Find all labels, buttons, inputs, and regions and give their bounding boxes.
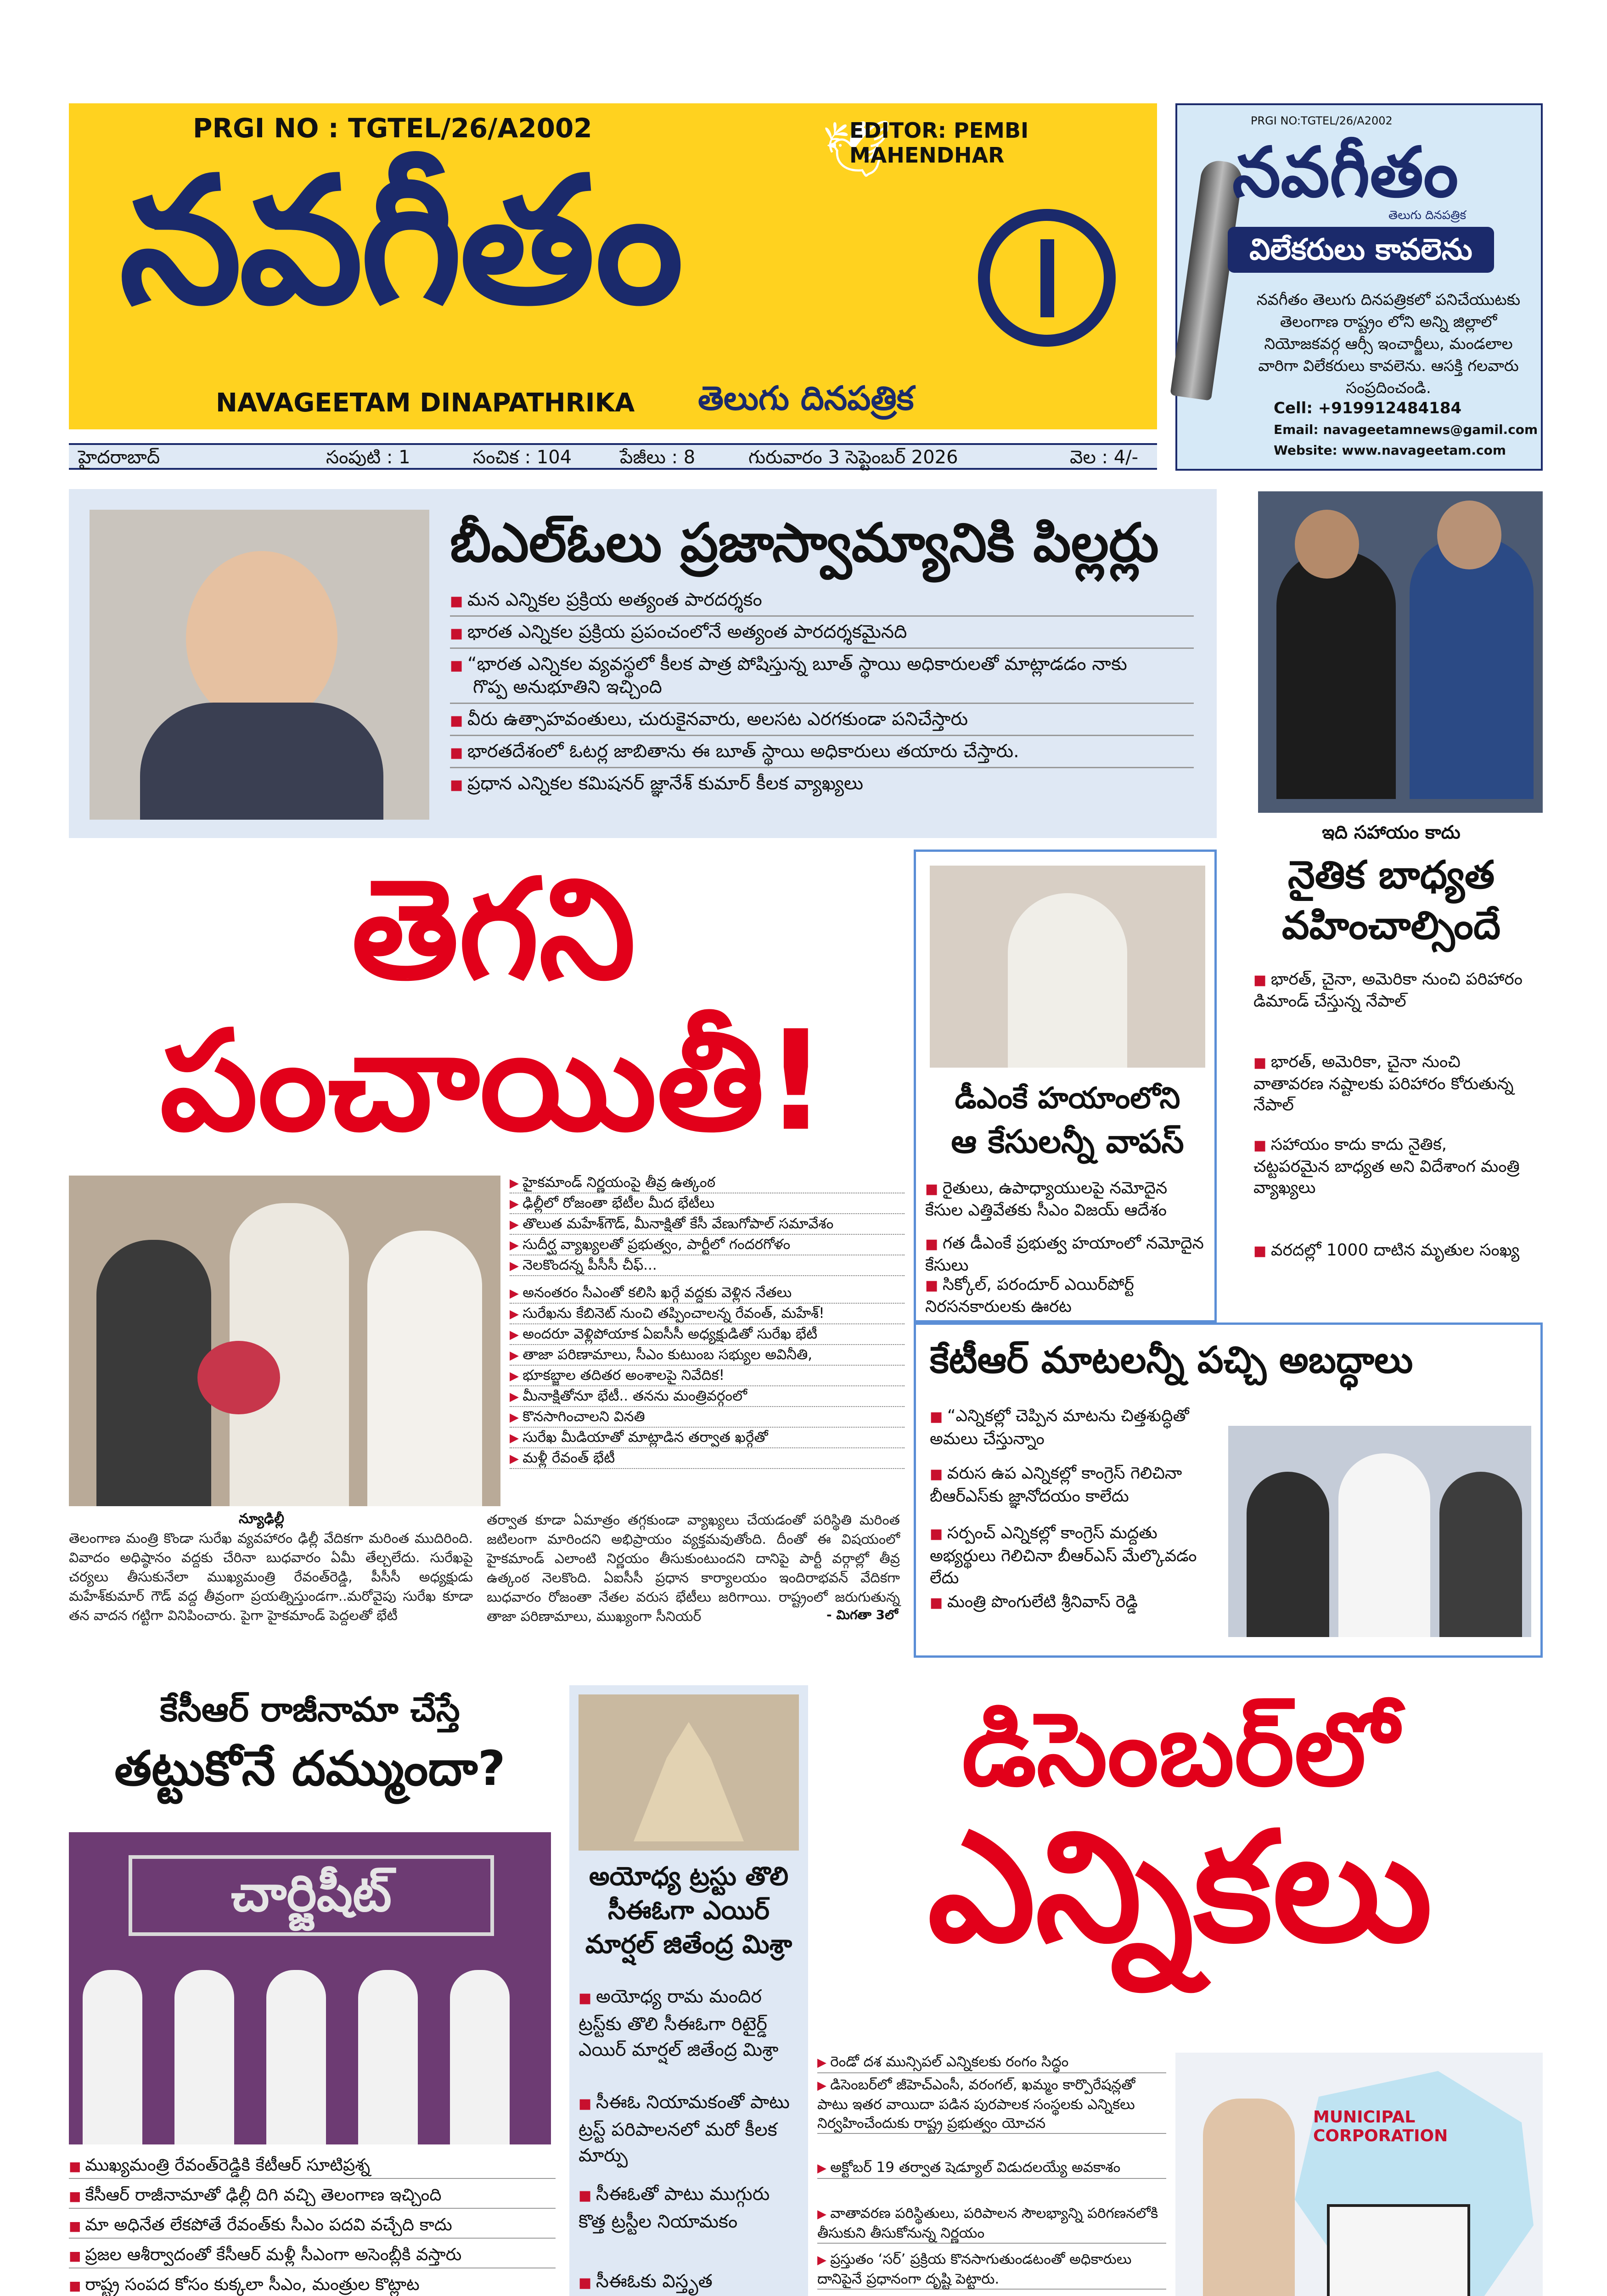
- ayodhya-headline: అయోధ్య ట్రస్టు తొలి సీఈఓగా ఎయిర్ మార్షల్ జితేంద్ర మిశ్రా: [585, 1862, 792, 1959]
- chargesheet-sign: చార్జిషీట్: [129, 1855, 494, 1936]
- elections-bullet: ▶ రెండో దశ మున్సిపల్ ఎన్నికలకు రంగం సిద్ధం: [817, 2053, 1166, 2073]
- nepal-bullet: ■ సహాయం కాదు కాదు నైతిక, చట్టపరమైన బాధ్యత అని విదేశాంగ మంత్రి వ్యాఖ్యలు: [1253, 1134, 1524, 1199]
- newspaper-logo: నవగీతం: [119, 139, 681, 343]
- ayodhya-bullet: ■ సీఈఓకు విస్తృత: [579, 2268, 794, 2296]
- side-bullet: ▶ ఢిల్లీలో రోజంతా భేటీల మీద భేటీలు: [510, 1194, 905, 1214]
- blo-bullet: ■ ప్రధాన ఎన్నికల కమిషనర్ జ్ఞానేశ్ కుమార్ కీలక వ్యాఖ్యలు: [450, 771, 863, 797]
- side-bullet: ▶ అందరూ వెళ్లిపోయాక ఏఐసీసీ అధ్యక్షుడితో సురేఖ భేటీ: [510, 1325, 905, 1345]
- handshake-photo: [1258, 491, 1543, 813]
- ktr-headline: కేటీఆర్ మాటలన్నీ పచ్చి అబద్ధాలు: [930, 1339, 1413, 1381]
- vijay-photo: [930, 866, 1205, 1068]
- ktr-bullet: ■ సర్పంచ్ ఎన్నికల్లో కాంగ్రెస్ మద్దతు అభ్యర్థులు గెలిచినా బీఆర్ఎస్ మేల్కొవడం లేదు: [930, 1522, 1224, 1589]
- kcr-headline-2: తట్టుకోనే దమ్ముందా?: [114, 1740, 506, 1796]
- nepal-kicker: ఇది సహాయం కాదు: [1322, 822, 1461, 843]
- elections-bullet: ▶ డిసెంబర్‌లో జీహెచ్ఎంసీ, వరంగల్, ఖమ్మం కార్పొరేషన్లతో పాటు ఇతర వాయిదా పడిన పురపాలక సంస్థలకు ఎన్నికలు నిర్వహించేందుకు రాష్ట్ర ప్రభుత్వం యోచన: [817, 2076, 1166, 2134]
- tagline: తెలుగు దినపత్రిక: [698, 379, 914, 417]
- side-bullet: ▶ మళ్లీ రేవంత్ భేటీ: [510, 1449, 905, 1469]
- price: వెల : 4/-: [1070, 447, 1139, 468]
- ad-cell: Cell: +919912484184: [1274, 399, 1462, 417]
- nepal-headline-1: నైతిక బాధ్యత: [1287, 852, 1495, 897]
- issue-number: సంచిక : 104: [473, 447, 572, 468]
- story-body-right: తర్వాత కూడా ఏమాత్రం తగ్గకుండా వ్యాఖ్యలు చేయడంతో పరిస్థితి మరింత జటిలంగా మారిందని అభిప్రాయం వ్యక్తమవుతోంది. దీంతో ఈ విషయంలో హైకమాండ్ ఎలాంటి నిర్ణయం తీసుకుంటుందని దానిపై పార్టీ వర్గాల్లో తీవ్ర ఉత్కంఠ నెలకొంది. ఏఐసీసీ ప్రధాన కార్యాలయం ఇందిరాభవన్ వేదికగా బుధవారం రోజంతా నేతల వరుస భేటీలు జరిగాయి. రాష్ట్రంలో జరుగుతున్న తాజా పరిణామాలు, ముఖ్యంగా సీనియర్: [487, 1512, 900, 1625]
- kcr-headline-1: కేసీఆర్ రాజీనామా చేస్తే: [160, 1690, 460, 1729]
- nepal-bullet: ■ వరదల్లో 1000 దాటిన మృతుల సంఖ్య: [1253, 1240, 1524, 1262]
- cec-photo: [90, 510, 429, 820]
- side-bullet: ▶ సురేఖను కేబినెట్ నుంచి తప్పించాలన్న రేవంత్, మహేశ్!: [510, 1304, 905, 1324]
- ktr-bullet: ■ “ఎన్నికల్లో చెప్పిన మాటను చిత్తశుద్ధితో అమలు చేస్తున్నాం: [930, 1405, 1224, 1450]
- english-name: NAVAGEETAM DINAPATHRIKA: [216, 388, 635, 418]
- editor-name: EDITOR: PEMBI MAHENDHAR: [849, 118, 1029, 168]
- story-body-left: తెలంగాణ మంత్రి కొండా సురేఖ వ్యవహారం ఢిల్లీ వేదికగా మరింత ముదిరింది. వివాదం అధిష్ఠానం వద్దకు చేరినా బుధవారం ఏమీ తేల్చలేదు. సురేఖపై చర్యలు తీసుకునేలా ముఖ్యమంత్రి రేవంత్‌రెడ్డి, పీసీసీ అధ్యక్షుడు మహేశ్‌కుమార్ గౌడ్ వద్ద తీవ్రంగా ప్రయత్నిస్తుండగా..మరోవైపు సురేఖ కూడా తన వాదన గట్టిగా వినిపించారు. పైగా హైకమాండ్ పెద్దలతో భేటీ: [69, 1531, 473, 1624]
- ayodhya-bullet: ■ సీఈఓ నియామకంతో పాటు ట్రస్ట్ పరిపాలనలో మరో కీలక మార్పు: [579, 2089, 794, 2168]
- side-bullet: ▶ నెలకొందన్న పీసీసీ చీఫ్...: [510, 1256, 905, 1276]
- blo-bullet: ■ మన ఎన్నికల ప్రక్రియ అత్యంత పారదర్శకం: [450, 588, 762, 613]
- elections-bullet: ▶ ప్రస్తుతం ‘సర్’ ప్రక్రియ కొనసాగుతుండటంతో అధికారులు దానిపైనే ప్రధానంగా దృష్టి పెట్టారు.: [817, 2250, 1166, 2290]
- municipal-election-photo: [1175, 2053, 1543, 2296]
- volume: సంపుటి : 1: [326, 447, 410, 468]
- kcr-bullet: ■ మా అధినేత లేకపోతే రేవంత్‌కు సీఎం పదవి వచ్చేది కాదు: [69, 2213, 556, 2239]
- ad-reporters-wanted: విలేకరులు కావలెను: [1228, 227, 1494, 273]
- dmk-story: [914, 850, 1217, 1322]
- blo-bullet: ■ “భారత ఎన్నికల వ్యవస్థలో కీలక పాత్ర పోషిస్తున్న బూత్ స్థాయి అధికారులతో మాట్లాడడం నాకు: [450, 652, 1127, 678]
- dmk-bullet: ■ సిక్కోల్, పరందూర్ ఎయిర్‌పోర్ట్ నిరసనకారులకు ఊరట: [925, 1274, 1210, 1317]
- ad-tagline: తెలుగు దినపత్రిక: [1388, 208, 1467, 222]
- side-bullet: ▶ సురేఖ మీడియాతో మాట్లాడిన తర్వాత ఖర్గేతో: [510, 1428, 905, 1448]
- city: హైదరాబాద్: [78, 447, 160, 468]
- ram-temple-photo: [579, 1694, 799, 1851]
- dmk-headline-1: డీఎంకే హయాంలోని: [955, 1081, 1180, 1115]
- kcr-bullet: ■ కేసీఆర్ రాజీనామాతో ఢిల్లీ దిగి వచ్చి తెలంగాణ ఇచ్చింది: [69, 2183, 556, 2209]
- dateline: న్యూఢిల్లీ: [239, 1511, 285, 1527]
- side-bullet: ▶ భూకబ్జాల తదితర అంశాలపై నివేదిక!: [510, 1366, 905, 1386]
- page-count: పేజీలు : 8: [620, 447, 696, 468]
- delhi-meeting-photo: [69, 1176, 500, 1506]
- kcr-bullet: ■ రాష్ట్ర సంపద కోసం కుక్కలా సీఎం, మంత్రుల కొట్లాట: [69, 2273, 556, 2296]
- side-bullet: ▶ అనంతరం సీఎంతో కలిసి ఖర్గే వద్దకు వెళ్లిన నేతలు: [510, 1283, 905, 1304]
- blo-story: [69, 489, 1217, 838]
- ad-prgi: PRGI NO:TGTEL/26/A2002: [1251, 114, 1393, 127]
- ad-logo: నవగీతం: [1232, 133, 1459, 213]
- blo-bullet: ■ భారతదేశంలో ఓటర్ల జాబితాను ఈ బూత్ స్థాయి అధికారులు తయారు చేస్తారు.: [450, 739, 1019, 765]
- side-bullet: ▶ తాజా పరిణామాలు, సీఎం కుటుంబ సభ్యుల అవినీతి,: [510, 1345, 905, 1366]
- ktr-bullet: ■ వరుస ఉప ఎన్నికల్లో కాంగ్రెస్ గెలిచినా బీఆర్ఎస్‌కు జ్ఞానోదయం కాలేదు: [930, 1463, 1224, 1508]
- side-bullet: ▶ సుదీర్ఘ వ్యాఖ్యలతో ప్రభుత్వం, పార్టీలో గందరగోళం: [510, 1235, 905, 1255]
- blo-bullet-cont: గొప్ప అనుభూతిని ఇచ్చింది: [473, 676, 662, 698]
- kcr-bullet: ■ ప్రజల ఆశీర్వాదంతో కేసీఆర్ మళ్లీ సీఎంగా అసెంబ్లీకి వస్తారు: [69, 2243, 556, 2268]
- ad-text: నవగీతం తెలుగు దినపత్రికలో పనిచేయుటకు తెలంగాణ రాష్ట్రం లోని అన్ని జిల్లాలో నియోజకవర్గ ఆర్సీ ఇంచార్జీలు, మండలాల వారిగా విలేకరులు కావలెను. ఆసక్తి గలవారు సంప్రదించండి.: [1256, 291, 1521, 397]
- issue-info-bar: [69, 443, 1157, 470]
- elections-headline-2: ఎన్నికలు: [927, 1799, 1433, 1975]
- chargesheet-photo: [69, 1832, 551, 2144]
- side-bullet: ▶ కొనసాగించాలని వినతి: [510, 1407, 905, 1428]
- nepal-headline-2: వహించాల్సిందే: [1281, 903, 1501, 948]
- recruitment-ad: [1175, 103, 1543, 471]
- ktr-bullet: ■ మంత్రి పొంగులేటి శ్రీనివాస్ రెడ్డి: [930, 1591, 1224, 1614]
- ayodhya-bullet: ■ అయోధ్య రామ మందిర ట్రస్ట్‌కు తొలి సీఈఓగా రిటైర్డ్ ఎయిర్ మార్షల్ జితేంద్ర మిశ్రా: [579, 1984, 794, 2063]
- blo-headline: బీఎల్ఓలు ప్రజాస్వామ్యానికి పిల్లర్లు: [450, 512, 1159, 574]
- ad-website: Website: www.navageetam.com: [1274, 443, 1506, 458]
- continued-note: - మిగతా 3లో: [826, 1607, 898, 1622]
- dmk-bullet: ■ రైతులు, ఉపాధ్యాయులపై నమోదైన కేసుల ఎత్తివేతకు సీఎం విజయ్ ఆదేశం: [925, 1178, 1210, 1221]
- ktr-lies-story: [914, 1322, 1543, 1658]
- side-bullet: ▶ మీనాక్షితోనూ భేటీ.. తనను మంత్రివర్గంలో: [510, 1387, 905, 1407]
- side-bullet: ▶ తొలుత మహేశ్‌గౌడ్, మీనాక్షితో కేసీ వేణుగోపాల్ సమావేశం: [510, 1215, 905, 1235]
- ad-email: Email: navageetamnews@gamil.com: [1274, 422, 1538, 437]
- nepal-bullet: ■ భారత్, అమెరికా, చైనా నుంచి వాతావరణ నష్టాలకు పరిహారం కోరుతున్న నేపాల్: [1253, 1052, 1524, 1116]
- dmk-headline-2: ఆ కేసులన్నీ వాపస్: [951, 1123, 1184, 1160]
- elections-headline-1: డిసెంబర్‌లో: [961, 1691, 1399, 1808]
- nepal-story: [1240, 817, 1543, 1313]
- elections-bullet: ▶ అక్టోబర్ 19 తర్వాత షెడ్యూల్ విడుదలయ్యే అవకాశం: [817, 2158, 1166, 2179]
- blo-bullet: ■ భారత ఎన్నికల ప్రక్రియ ప్రపంచంలోనే అత్యంత పారదర్శకమైనది: [450, 620, 907, 646]
- ministers-photo: [1228, 1426, 1531, 1637]
- masthead: [69, 103, 1157, 429]
- issue-date: గురువారం 3 సెప్టెంబర్ 2026: [748, 447, 958, 468]
- main-headline: [73, 850, 914, 1161]
- municipal-label: MUNICIPAL CORPORATION: [1313, 2108, 1448, 2145]
- elections-bullet: ▶ వాతావరణ పరిస్థితులు, పరిపాలన సౌలభ్యాన్ని పరిగణనలోకి తీసుకుని తీసుకోనున్న నిర్ణయం: [817, 2204, 1166, 2244]
- ayodhya-bullet: ■ సీఈఓతో పాటు ముగ్గురు కొత్త ట్రస్టీల నియామకం: [579, 2181, 794, 2234]
- pen-nib-icon: [978, 209, 1116, 347]
- dmk-bullet: ■ గత డీఎంకే ప్రభుత్వ హయాంలో నమోదైన కేసులు: [925, 1233, 1210, 1276]
- ayodhya-story: [569, 1685, 808, 2296]
- main-headline-line-2: పంచాయితీ!: [160, 1001, 827, 1161]
- blo-bullet: ■ వీరు ఉత్సాహవంతులు, చురుకైనవారు, అలసట ఎరగకుండా పనిచేస్తారు: [450, 707, 968, 733]
- dove-icon: 🕊: [822, 117, 892, 181]
- nepal-bullet: ■ భారత్, చైనా, అమెరికా నుంచి పరిహారం డిమాండ్ చేస్తున్న నేపాల్: [1253, 969, 1524, 1012]
- side-bullet: ▶ హైకమాండ్ నిర్ణయంపై తీవ్ర ఉత్కంఠ: [510, 1173, 905, 1193]
- kcr-bullet: ■ ముఖ్యమంత్రి రేవంత్‌రెడ్డికి కేటీఆర్ సూటిప్రశ్న: [69, 2154, 556, 2179]
- prgi-number: PRGI NO : TGTEL/26/A2002: [193, 113, 592, 144]
- main-headline-line-1: తెగని: [351, 850, 636, 1010]
